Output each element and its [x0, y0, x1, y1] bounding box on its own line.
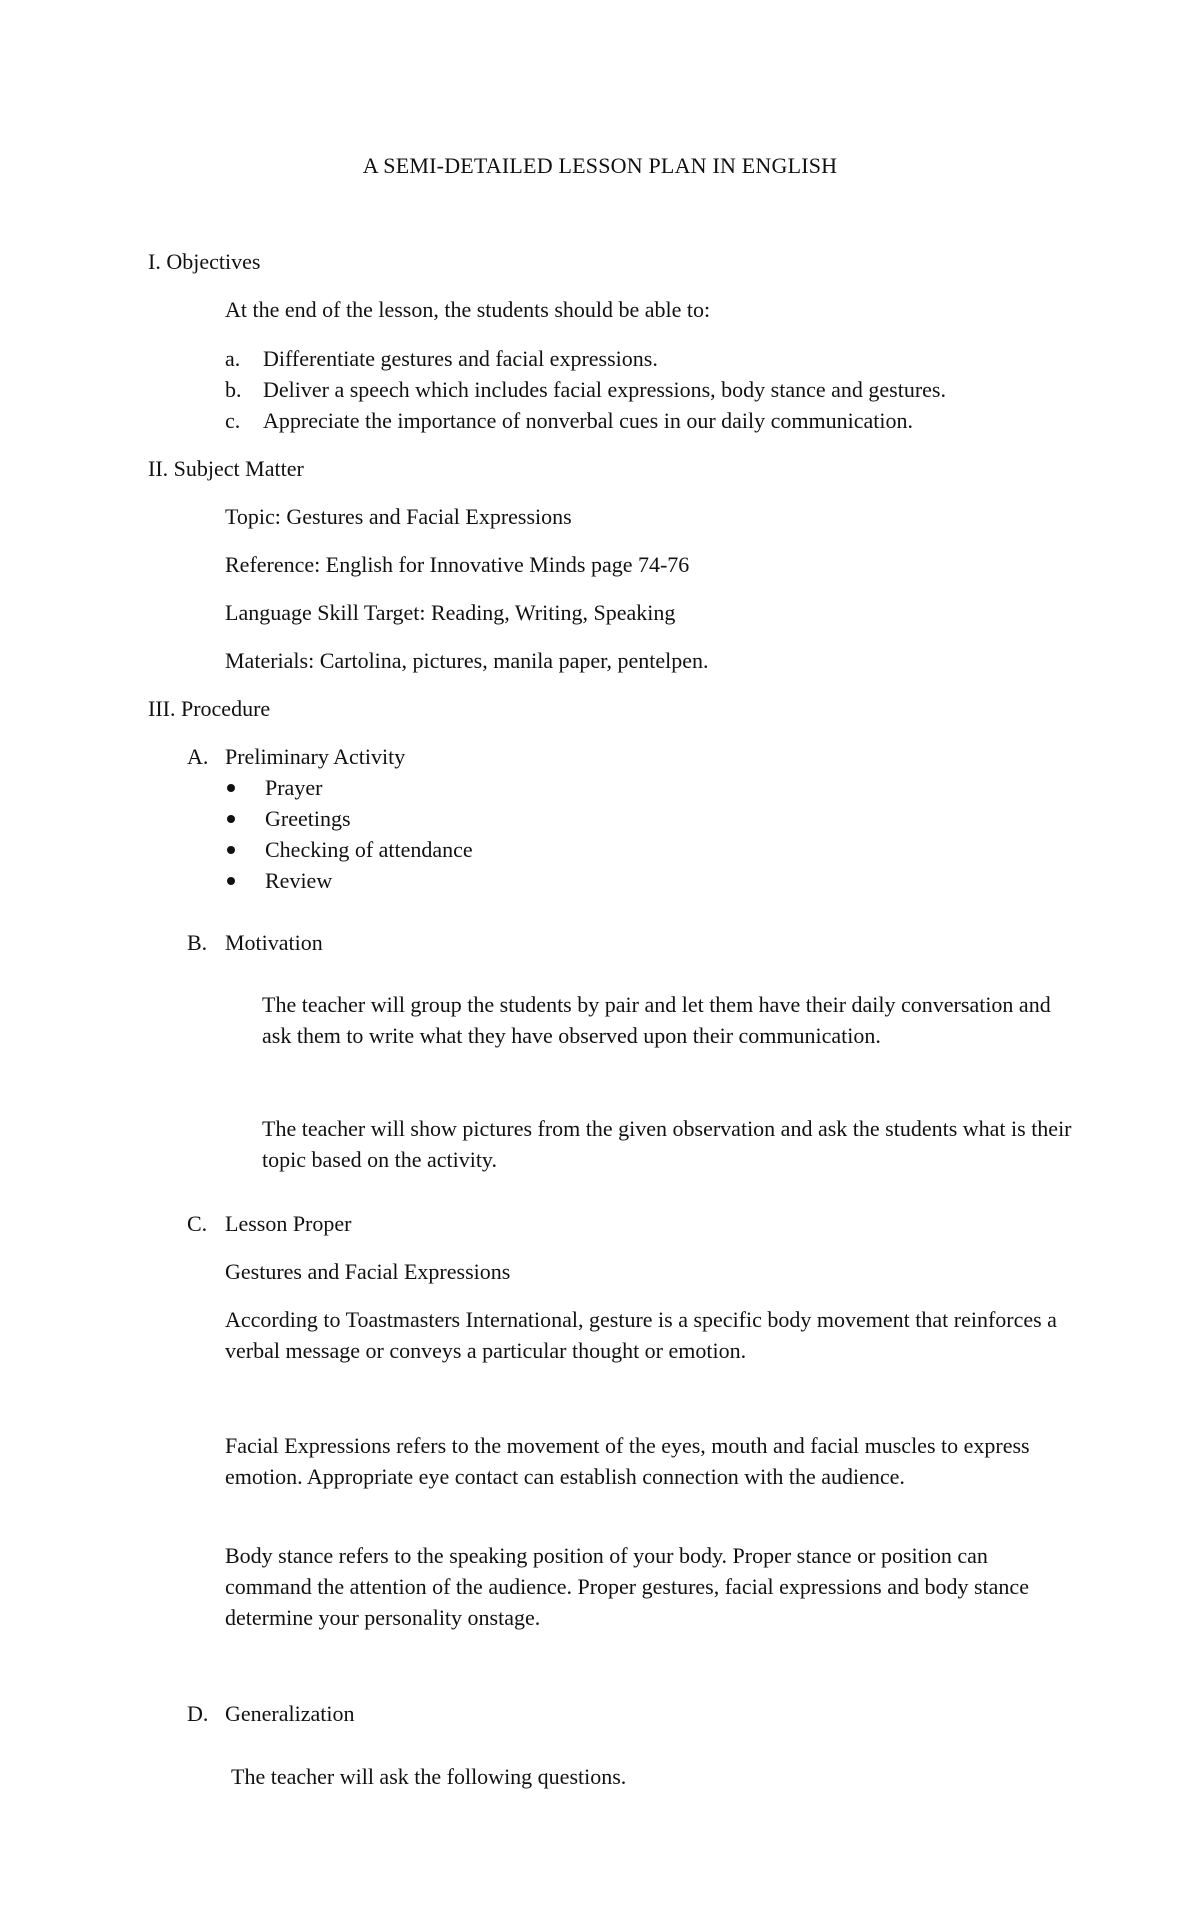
motivation-paragraph: The teacher will group the students by pair and let them have their daily conversation and ask them to write what they have observed upon their communication.: [262, 992, 1051, 1048]
list-item-text: Review: [265, 868, 333, 893]
section-label: Generalization: [225, 1701, 355, 1726]
objective-marker: a.: [225, 346, 241, 371]
objective-text: Appreciate the importance of nonverbal cues in our daily communication.: [263, 408, 913, 433]
section-marker: C.: [187, 1211, 208, 1236]
lesson-paragraph: Body stance refers to the speaking position of your body. Proper stance or position can command the attention of the audience. Proper gestures, facial expressions and body stance determine your personality onstage.: [225, 1543, 1029, 1630]
section-marker: D.: [187, 1701, 209, 1726]
document-title: A SEMI-DETAILED LESSON PLAN IN ENGLISH: [362, 153, 838, 178]
bullet-icon: [227, 877, 235, 885]
section-marker: A.: [187, 744, 209, 769]
subject-matter-heading: II. Subject Matter: [148, 456, 304, 481]
preliminary-heading: [187, 741, 405, 772]
bullet-icon: [227, 784, 235, 792]
lesson-proper-heading: [187, 1208, 351, 1239]
list-item: [227, 772, 322, 803]
list-item-text: Prayer: [265, 775, 323, 800]
list-item: [227, 865, 332, 896]
objectives-heading: I. Objectives: [148, 249, 261, 274]
subject-materials: Materials: Cartolina, pictures, manila paper, pentelpen.: [225, 648, 709, 673]
procedure-heading: III. Procedure: [148, 696, 271, 721]
objective-marker: b.: [225, 377, 242, 402]
objective-item: [225, 374, 946, 405]
section-label: Motivation: [225, 930, 323, 955]
motivation-heading: [187, 927, 323, 958]
section-marker: B.: [187, 930, 208, 955]
subject-skill: Language Skill Target: Reading, Writing, Speaking: [225, 600, 676, 625]
objective-text: Deliver a speech which includes facial expressions, body stance and gestures.: [263, 377, 946, 402]
section-label: Lesson Proper: [225, 1211, 352, 1236]
lesson-paragraph: According to Toastmasters International, gesture is a specific body movement that reinforces a verbal message or conveys a particular thought or emotion.: [225, 1307, 1057, 1363]
generalization-paragraph: The teacher will ask the following questions.: [231, 1764, 627, 1789]
motivation-paragraph: The teacher will show pictures from the given observation and ask the students what is their topic based on the activity.: [262, 1116, 1072, 1172]
list-item: [227, 803, 351, 834]
objective-text: Differentiate gestures and facial expressions.: [263, 346, 658, 371]
list-item: [227, 834, 473, 865]
objective-item: [225, 343, 658, 374]
list-item-text: Checking of attendance: [265, 837, 473, 862]
section-label: Preliminary Activity: [225, 744, 406, 769]
lesson-subtitle: Gestures and Facial Expressions: [225, 1259, 511, 1284]
objective-item: [225, 405, 913, 436]
list-item-text: Greetings: [265, 806, 351, 831]
objective-marker: c.: [225, 408, 241, 433]
subject-reference: Reference: English for Innovative Minds page 74-76: [225, 552, 690, 577]
bullet-icon: [227, 846, 235, 854]
lesson-paragraph: Facial Expressions refers to the movement of the eyes, mouth and facial muscles to express emotion. Appropriate eye contact can establish connection with the audience.: [225, 1433, 1030, 1489]
generalization-heading: [187, 1698, 355, 1729]
objectives-intro: At the end of the lesson, the students should be able to:: [225, 297, 711, 322]
subject-topic: Topic: Gestures and Facial Expressions: [225, 504, 572, 529]
bullet-icon: [227, 815, 235, 823]
